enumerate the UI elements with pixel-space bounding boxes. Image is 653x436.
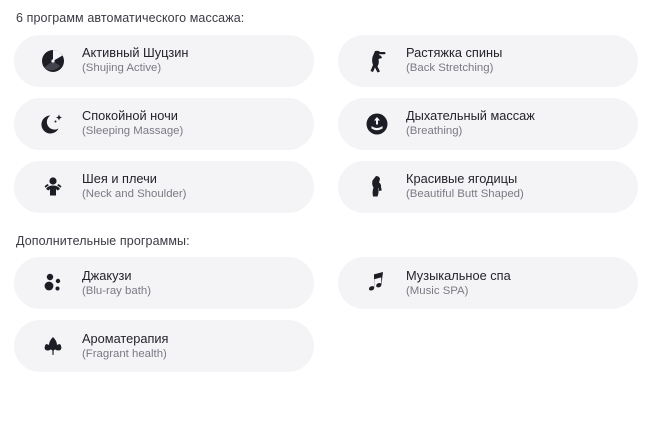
program-title: Дыхательный массаж <box>406 108 535 124</box>
program-subtitle: (Neck and Shoulder) <box>82 188 187 201</box>
breathing-icon <box>360 107 394 141</box>
program-subtitle: (Shujing Active) <box>82 62 162 75</box>
program-subtitle: (Breathing) <box>406 125 463 138</box>
program-title: Музыкальное спа <box>406 267 511 283</box>
program-card-blu-ray-bath[interactable] <box>14 257 314 309</box>
program-subtitle: (Music SPA) <box>406 284 469 297</box>
program-subtitle: (Sleeping Massage) <box>82 125 184 138</box>
leaf-icon <box>36 329 70 363</box>
program-title: Ароматерапия <box>82 330 169 346</box>
shujing-active-icon <box>36 44 70 78</box>
program-card-sleeping-massage[interactable] <box>14 98 314 150</box>
program-card-shujing-active[interactable] <box>14 35 314 87</box>
program-title: Шея и плечи <box>82 171 157 187</box>
program-card-text <box>82 45 188 76</box>
program-card-back-stretching[interactable] <box>338 35 638 87</box>
program-subtitle: (Back Stretching) <box>406 62 494 75</box>
program-subtitle: (Fragrant health) <box>82 347 167 360</box>
program-title: Активный Шуцзин <box>82 45 189 61</box>
program-card-breathing[interactable] <box>338 98 638 150</box>
program-card-music-spa[interactable] <box>338 257 638 309</box>
program-title: Растяжка спины <box>406 45 503 61</box>
program-card-text <box>82 331 168 362</box>
butt-shaped-icon <box>360 170 394 204</box>
program-card-beautiful-butt-shaped[interactable] <box>338 161 638 213</box>
additional-programs-grid <box>14 257 639 372</box>
program-subtitle: (Beautiful Butt Shaped) <box>406 188 524 201</box>
moon-star-icon <box>36 107 70 141</box>
program-title: Джакузи <box>82 267 132 283</box>
program-card-text <box>406 45 502 76</box>
auto-programs-grid <box>14 35 639 213</box>
program-card-text <box>82 171 186 202</box>
program-title: Спокойной ночи <box>82 108 178 124</box>
program-title: Красивые ягодицы <box>406 171 518 187</box>
bubbles-icon <box>36 266 70 300</box>
program-subtitle: (Blu-ray bath) <box>82 284 152 297</box>
back-stretching-icon <box>360 44 394 78</box>
neck-shoulder-icon <box>36 170 70 204</box>
music-note-icon <box>360 266 394 300</box>
program-card-text <box>82 268 151 299</box>
section-title-auto-programs: 6 программ автоматического массажа: <box>16 11 245 25</box>
program-card-fragrant-health[interactable] <box>14 320 314 372</box>
program-card-text <box>82 108 183 139</box>
program-card-neck-and-shoulder[interactable] <box>14 161 314 213</box>
section-title-additional-programs: Дополнительные программы: <box>16 233 190 248</box>
program-card-text <box>406 108 535 139</box>
program-card-text <box>406 268 511 299</box>
program-card-text <box>406 171 524 202</box>
